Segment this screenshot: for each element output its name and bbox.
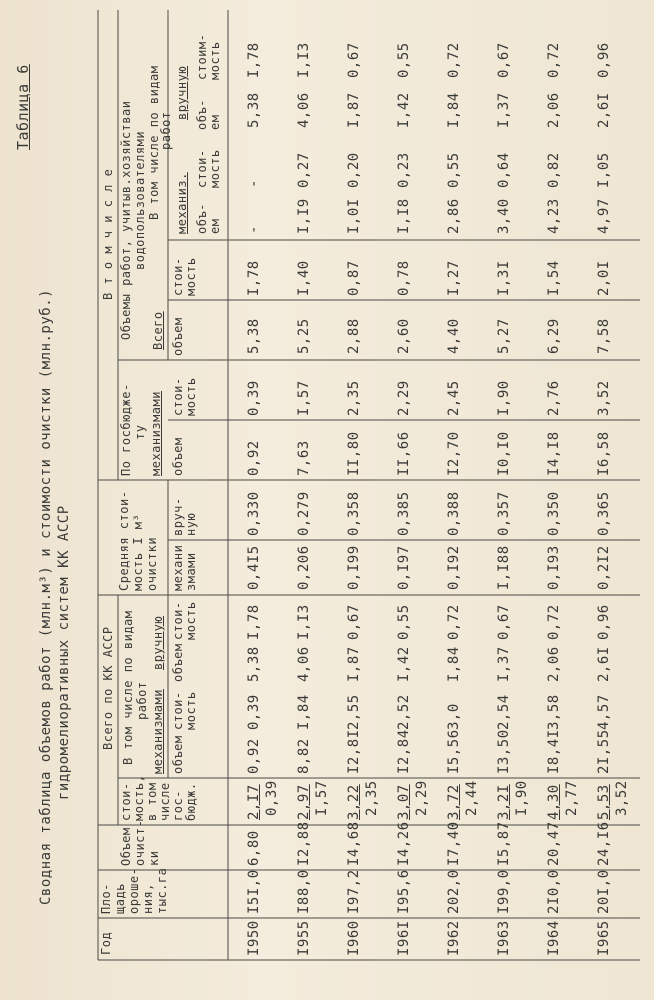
col-year-header: Год — [99, 931, 113, 955]
row-gos-vol: I4,I8 — [546, 431, 562, 476]
subgroup-manual2-header: вручную — [175, 65, 189, 120]
row-manual2-cost: 0,67 — [346, 42, 362, 78]
subgroup-manual-header: вручную — [151, 615, 165, 670]
row-avg-manual: 0,365 — [596, 491, 612, 536]
row-avg-mech: 0,I99 — [346, 545, 362, 590]
col-total-vol-header: объем — [171, 317, 185, 356]
row-cost-total: 3,07 — [396, 784, 412, 820]
row-avg-manual: 0,385 — [396, 491, 412, 536]
row-year: I960 — [346, 920, 362, 956]
col-mech-cost-header-2: мость — [184, 691, 198, 730]
row-mech2-vol: - — [246, 225, 262, 234]
group-gosbudget-header-1: По госбюдже- — [119, 383, 133, 476]
row-cost-budget: 2,44 — [464, 780, 480, 816]
group-by-type-header-2: работ — [135, 681, 149, 720]
group-by-type2-header-1: В том числе по видам — [147, 65, 161, 220]
row-manual2-vol: I,37 — [496, 92, 512, 128]
row-year: I962 — [446, 920, 462, 956]
row-manual2-vol: 4,06 — [296, 92, 312, 128]
row-manual2-cost: 0,55 — [396, 42, 412, 78]
row-manual2-cost: 0,72 — [546, 42, 562, 78]
row-total-cost: 2,0I — [596, 260, 612, 296]
group-total-kk-header: Всего по КК АССР — [101, 626, 115, 750]
row-mech-cost: 2,52 — [396, 694, 412, 730]
group-incl-header: В т о м ч и с л е — [101, 168, 115, 300]
row-manual-vol: 2,06 — [546, 646, 562, 682]
row-manual-cost: I,I3 — [296, 604, 312, 640]
row-mech-vol: I5,56 — [446, 729, 462, 774]
row-manual-vol: 2,6I — [596, 646, 612, 682]
row-mech-vol: 8,82 — [296, 738, 312, 774]
row-avg-mech: 0,4I5 — [246, 545, 262, 590]
row-mech-vol: I2,8I — [346, 729, 362, 774]
row-total-vol: 5,25 — [296, 318, 312, 354]
row-manual-cost: 0,55 — [396, 604, 412, 640]
row-manual-cost: 0,67 — [496, 604, 512, 640]
group-water-users-header-2: водопользователями — [133, 130, 147, 270]
row-manual2-cost: 0,72 — [446, 42, 462, 78]
row-year: I964 — [546, 920, 562, 956]
row-avg-manual: 0,358 — [346, 491, 362, 536]
row-gos-vol: 0,92 — [246, 440, 262, 476]
row-cost-total: 5,53 — [596, 784, 612, 820]
col-mech2-vol-header-2: ем — [208, 218, 222, 234]
row-area: I88,0 — [296, 869, 312, 914]
col-avg-mech-header-2: змами — [184, 552, 198, 591]
row-year: I96I — [396, 920, 412, 956]
col-mech-cost-header-1: стои- — [171, 691, 185, 730]
col-avg-manual-header-1: вруч- — [171, 497, 185, 536]
row-cost-budget: 3,52 — [614, 780, 630, 816]
col-avg-mech-header-1: механи — [171, 544, 185, 591]
col-cost-incl-header-5: гос- — [171, 790, 185, 821]
row-total-cost: I,78 — [246, 260, 262, 296]
table-title: Сводная таблица объемов работ (млн.м³) и стоимости очистки (млн.руб.) — [38, 288, 54, 905]
col-cost-incl-header-4: числе — [158, 782, 172, 821]
row-mech-cost: I,84 — [296, 694, 312, 730]
col-gos-cost-header-2: мость — [184, 377, 198, 416]
row-gos-vol: II,80 — [346, 431, 362, 476]
col-cost-incl-header-6: бюдж. — [184, 782, 198, 821]
row-total-vol: 2,60 — [396, 318, 412, 354]
row-mech-cost: 3,0 — [446, 703, 462, 730]
row-total-vol: 2,88 — [346, 318, 362, 354]
row-mech-cost: 0,39 — [246, 694, 262, 730]
row-total-vol: 6,29 — [546, 318, 562, 354]
row-mech-vol: I8,4I — [546, 729, 562, 774]
row-total-cost: I,27 — [446, 260, 462, 296]
row-avg-mech: I,I88 — [496, 545, 512, 590]
row-gos-vol: 7,63 — [296, 440, 312, 476]
row-mech2-vol: I,I8 — [396, 198, 412, 234]
col-volume-header-1: Объем — [119, 827, 133, 866]
row-cost-budget: I,90 — [514, 780, 530, 816]
row-manual2-vol: I,84 — [446, 92, 462, 128]
row-total-cost: 0,87 — [346, 260, 362, 296]
row-cost-total: 3,72 — [446, 784, 462, 820]
row-avg-mech: 0,2I2 — [596, 545, 612, 590]
subgroup-gos-mech-header: механизмами — [149, 391, 163, 476]
col-gos-cost-header-1: стои- — [171, 377, 185, 416]
row-mech2-vol: I,I9 — [296, 198, 312, 234]
table-subtitle: гидромелиоративных систем КК АССР — [56, 505, 72, 800]
row-mech2-cost: I,05 — [596, 152, 612, 188]
col-cost-incl-header-3: в том — [145, 782, 159, 821]
col-volume-header-3: ки — [147, 850, 161, 866]
row-avg-manual: 0,330 — [246, 491, 262, 536]
row-cost-total: 2,97 — [296, 784, 312, 820]
row-mech2-cost: 0,27 — [296, 152, 312, 188]
row-avg-manual: 0,388 — [446, 491, 462, 536]
subgroup-mechanized-header: механизмами — [151, 689, 165, 774]
row-mech2-vol: 4,23 — [546, 198, 562, 234]
row-mech2-cost: 0,82 — [546, 152, 562, 188]
col-manual-cost-header-2: мость — [184, 601, 198, 640]
row-manual-vol: I,87 — [346, 646, 362, 682]
col-cost-incl-header-1: стои- — [119, 782, 133, 821]
row-avg-manual: 0,357 — [496, 491, 512, 536]
row-cost-budget: 2,77 — [564, 780, 580, 816]
row-cost-total: 4,30 — [546, 784, 562, 820]
row-avg-mech: 0,I97 — [396, 545, 412, 590]
row-manual-cost: 0,72 — [446, 604, 462, 640]
col-mech2-vol-header-1: объ- — [195, 203, 209, 234]
row-total-vol: 4,40 — [446, 318, 462, 354]
row-gos-cost: 3,52 — [596, 380, 612, 416]
row-volume: 24,I6 — [596, 821, 612, 866]
row-avg-mech: 0,206 — [296, 545, 312, 590]
table-number: Таблица 6 — [14, 64, 32, 150]
row-mech2-vol: 3,40 — [496, 198, 512, 234]
group-gosbudget-header-2: ту — [133, 424, 147, 440]
row-volume: I4,26 — [396, 821, 412, 866]
subgroup-total-header: Всего — [151, 311, 165, 350]
row-volume: 6,80 — [246, 830, 262, 866]
col-manual2-cost-header-1: стоим- — [195, 33, 209, 80]
row-gos-cost: I,90 — [496, 380, 512, 416]
row-total-cost: I,54 — [546, 260, 562, 296]
row-manual-vol: 5,38 — [246, 646, 262, 682]
row-manual-cost: 0,67 — [346, 604, 362, 640]
group-by-type2-header-2: работ — [159, 111, 173, 150]
row-mech2-vol: I,0I — [346, 198, 362, 234]
row-mech2-vol: 4,97 — [596, 198, 612, 234]
col-mech2-cost-header-2: мость — [208, 149, 222, 188]
row-area: 202,0 — [446, 869, 462, 914]
row-manual2-vol: I,87 — [346, 92, 362, 128]
row-volume: 20,47 — [546, 821, 562, 866]
row-manual-cost: I,78 — [246, 604, 262, 640]
row-gos-cost: 2,35 — [346, 380, 362, 416]
row-total-cost: I,40 — [296, 260, 312, 296]
row-gos-vol: I6,58 — [596, 431, 612, 476]
row-mech-vol: 2I,55 — [596, 729, 612, 774]
col-area-header-4: ния, — [141, 883, 155, 914]
row-manual-vol: 4,06 — [296, 646, 312, 682]
row-cost-budget: 2,35 — [364, 780, 380, 816]
col-volume-header-2: очист- — [133, 819, 147, 866]
row-manual2-cost: 0,96 — [596, 42, 612, 78]
row-mech-cost: 2,54 — [496, 694, 512, 730]
col-manual-vol-header: объем — [171, 643, 185, 682]
row-area: I97,2 — [346, 869, 362, 914]
col-mech-vol-header: объем — [171, 735, 185, 774]
subgroup-mech2-header: механиз. — [175, 172, 189, 234]
row-manual-vol: I,37 — [496, 646, 512, 682]
row-manual2-vol: 5,38 — [246, 92, 262, 128]
row-manual2-vol: I,42 — [396, 92, 412, 128]
row-mech-vol: 0,92 — [246, 738, 262, 774]
col-manual2-vol-header-1: объ- — [195, 99, 209, 130]
row-volume: I4,68 — [346, 821, 362, 866]
row-gos-cost: 2,45 — [446, 380, 462, 416]
col-gos-vol-header: объем — [171, 437, 185, 476]
row-total-vol: 5,27 — [496, 318, 512, 354]
row-mech2-cost: 0,20 — [346, 152, 362, 188]
col-total-cost-header-1: стои- — [171, 257, 185, 296]
row-manual2-vol: 2,06 — [546, 92, 562, 128]
row-gos-cost: 2,76 — [546, 380, 562, 416]
row-year: I955 — [296, 920, 312, 956]
row-manual2-cost: I,78 — [246, 42, 262, 78]
row-mech2-cost: 0,64 — [496, 152, 512, 188]
row-area: 20I,0 — [596, 869, 612, 914]
row-manual2-vol: 2,6I — [596, 92, 612, 128]
col-manual2-vol-header-2: ем — [208, 114, 222, 130]
row-area: I5I,0 — [246, 869, 262, 914]
row-mech-cost: 4,57 — [596, 694, 612, 730]
row-cost-budget: 2,29 — [414, 780, 430, 816]
row-volume: I2,88 — [296, 821, 312, 866]
group-avg-cost-header-2: мость I м³ — [131, 513, 145, 591]
row-cost-budget: 0,39 — [264, 780, 280, 816]
row-volume: I5,87 — [496, 821, 512, 866]
col-cost-incl-header-2: мость, — [132, 774, 146, 821]
row-total-cost: 0,78 — [396, 260, 412, 296]
row-cost-total: 3,2I — [496, 784, 512, 820]
row-mech2-cost: - — [246, 179, 262, 188]
row-mech-vol: I3,50 — [496, 729, 512, 774]
row-area: I99,0 — [496, 869, 512, 914]
col-manual2-cost-header-2: мость — [208, 41, 222, 80]
row-total-vol: 7,58 — [596, 318, 612, 354]
group-avg-cost-header-3: очистки — [145, 536, 159, 591]
row-cost-total: 3,22 — [346, 784, 362, 820]
row-mech2-cost: 0,55 — [446, 152, 462, 188]
col-area-header-3: ороше- — [127, 867, 141, 914]
row-total-vol: 5,38 — [246, 318, 262, 354]
col-manual-cost-header-1: стои- — [171, 601, 185, 640]
row-avg-mech: 0,I92 — [446, 545, 462, 590]
row-year: I950 — [246, 920, 262, 956]
row-area: 2I0,0 — [546, 869, 562, 914]
row-volume: I7,40 — [446, 821, 462, 866]
col-total-cost-header-2: мость — [184, 257, 198, 296]
col-avg-manual-header-2: ную — [184, 512, 198, 536]
row-manual2-cost: 0,67 — [496, 42, 512, 78]
row-mech2-cost: 0,23 — [396, 152, 412, 188]
row-mech-cost: 3,58 — [546, 694, 562, 730]
group-avg-cost-header-1: Средняя стои- — [117, 490, 131, 591]
row-gos-vol: I0,I0 — [496, 431, 512, 476]
group-by-type-header-1: В том числе по видам — [121, 610, 135, 765]
col-mech2-cost-header-1: стои- — [195, 149, 209, 188]
row-manual-cost: 0,72 — [546, 604, 562, 640]
row-avg-manual: 0,350 — [546, 491, 562, 536]
row-gos-cost: 2,29 — [396, 380, 412, 416]
col-area-header-5: тыс.га — [155, 867, 169, 914]
row-cost-total: 2,I7 — [246, 784, 262, 820]
row-gos-vol: I2,70 — [446, 431, 462, 476]
row-avg-manual: 0,279 — [296, 491, 312, 536]
row-manual-vol: I,84 — [446, 646, 462, 682]
col-area-header-2: щадь — [113, 883, 127, 914]
group-water-users-header-1: Объемы работ, учитыв.хозяйстваи — [119, 100, 133, 340]
row-total-cost: I,3I — [496, 260, 512, 296]
row-mech2-vol: 2,86 — [446, 198, 462, 234]
row-avg-mech: 0,I93 — [546, 545, 562, 590]
row-gos-vol: II,66 — [396, 431, 412, 476]
row-manual2-cost: I,I3 — [296, 42, 312, 78]
row-manual-cost: 0,96 — [596, 604, 612, 640]
row-gos-cost: I,57 — [296, 380, 312, 416]
row-manual-vol: I,42 — [396, 646, 412, 682]
row-year: I963 — [496, 920, 512, 956]
row-gos-cost: 0,39 — [246, 380, 262, 416]
row-mech-cost: 2,55 — [346, 694, 362, 730]
col-area-header-1: Пло- — [99, 883, 113, 914]
row-cost-budget: I,57 — [314, 780, 330, 816]
row-year: I965 — [596, 920, 612, 956]
row-mech-vol: I2,84 — [396, 729, 412, 774]
row-area: I95,6 — [396, 869, 412, 914]
